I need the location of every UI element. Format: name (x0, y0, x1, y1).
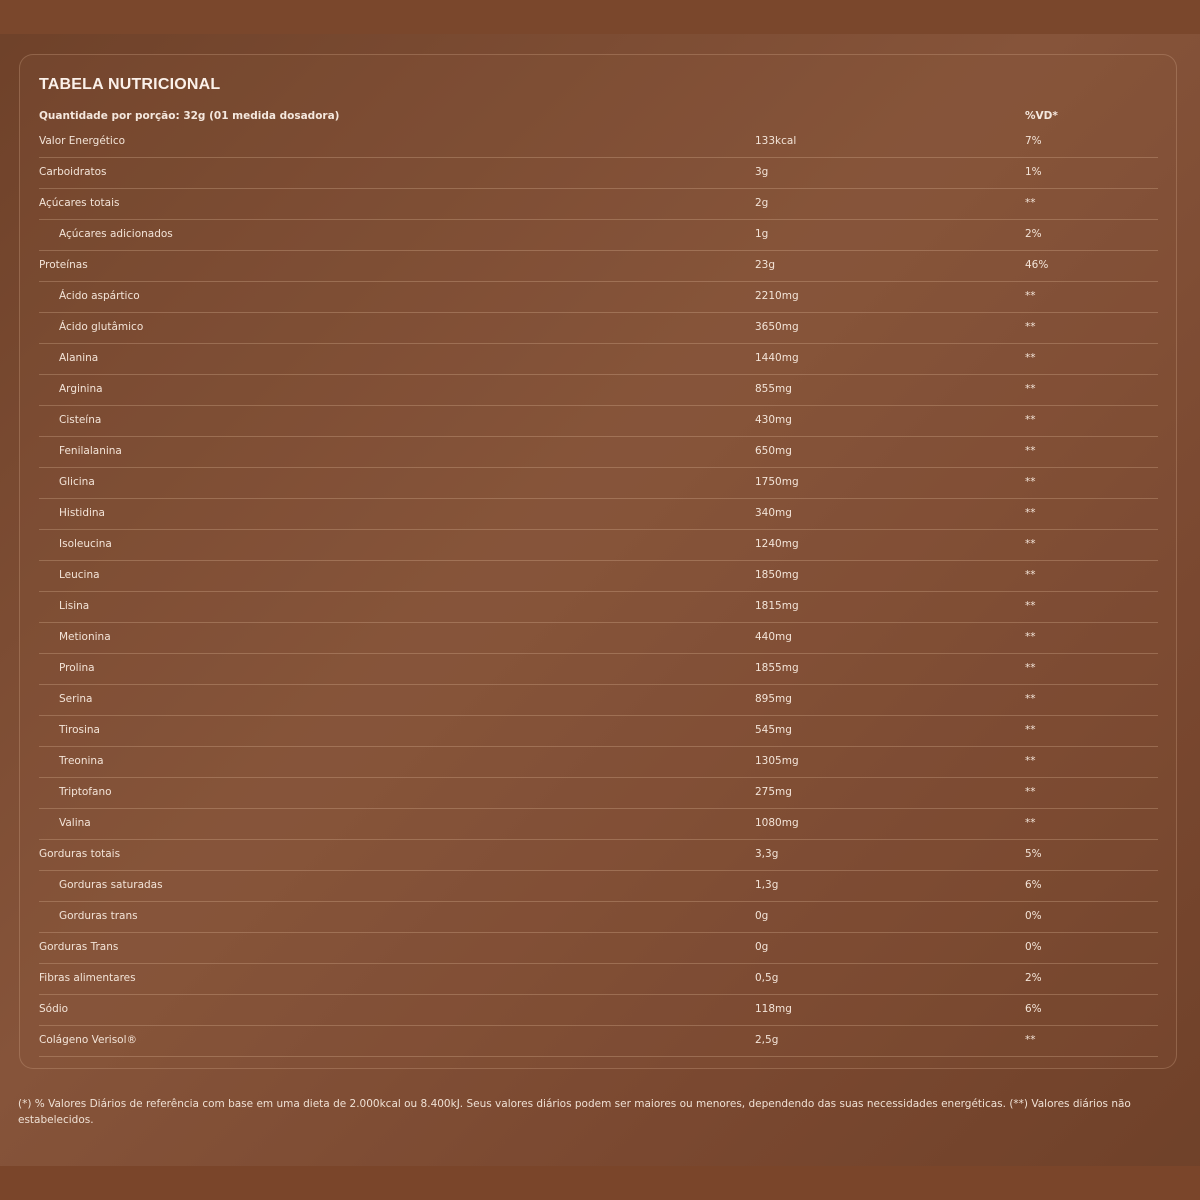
nutrient-name: Proteínas (39, 259, 88, 271)
nutrient-name: Alanina (59, 352, 99, 364)
nutrient-name: Glicina (59, 476, 95, 488)
nutrient-daily-value: ** (1025, 414, 1036, 426)
table-row (39, 158, 1158, 189)
table-row (39, 995, 1158, 1026)
table-row (39, 251, 1158, 282)
table-row (39, 437, 1158, 468)
nutrient-daily-value: ** (1025, 600, 1036, 612)
nutrient-name: Fenilalanina (59, 445, 122, 457)
nutrient-quantity: 3,3g (755, 848, 779, 860)
nutrient-quantity: 440mg (755, 631, 792, 643)
nutrient-quantity: 0g (755, 941, 769, 953)
nutrient-quantity: 275mg (755, 786, 792, 798)
nutrient-name: Histidina (59, 507, 105, 519)
nutrient-name: Serina (59, 693, 93, 705)
nutrient-quantity: 340mg (755, 507, 792, 519)
table-row (39, 809, 1158, 840)
table-row (39, 654, 1158, 685)
nutrient-name: Lisina (59, 600, 90, 612)
nutrient-name: Tirosina (59, 724, 100, 736)
nutrient-daily-value: ** (1025, 786, 1036, 798)
nutrient-daily-value: ** (1025, 817, 1036, 829)
nutrient-daily-value: ** (1025, 755, 1036, 767)
table-row (39, 406, 1158, 437)
nutrient-quantity: 1305mg (755, 755, 799, 767)
table-row (39, 716, 1158, 747)
table-row (39, 530, 1158, 561)
table-row (39, 1026, 1158, 1057)
table-row (39, 313, 1158, 344)
nutrient-quantity: 1750mg (755, 476, 799, 488)
nutrient-daily-value: ** (1025, 693, 1036, 705)
nutrient-daily-value: ** (1025, 507, 1036, 519)
footnote: (*) % Valores Diários de referência com base em uma dieta de 2.000kcal ou 8.400kJ. Seus valores diários podem ser maiores ou menores, dependendo das suas necessidades energéticas. (**) Valores diários não estabelecidos. (18, 1098, 1131, 1126)
nutrient-daily-value: 46% (1025, 259, 1049, 271)
nutrient-daily-value: 6% (1025, 879, 1042, 891)
nutrient-quantity: 1080mg (755, 817, 799, 829)
nutrient-daily-value: ** (1025, 476, 1036, 488)
table-row (39, 344, 1158, 375)
nutrient-daily-value: ** (1025, 290, 1036, 302)
nutrient-name: Açúcares adicionados (59, 228, 173, 240)
table-row (39, 685, 1158, 716)
nutrient-quantity: 1240mg (755, 538, 799, 550)
nutrient-daily-value: 7% (1025, 135, 1042, 147)
nutrient-name: Gorduras totais (39, 848, 121, 860)
nutrient-daily-value: 5% (1025, 848, 1042, 860)
table-row (39, 964, 1158, 995)
nutrient-name: Treonina (59, 755, 104, 767)
nutrient-name: Prolina (59, 662, 95, 674)
nutrient-quantity: 23g (755, 259, 776, 271)
nutrient-quantity: 1,3g (755, 879, 779, 891)
table-row (39, 778, 1158, 809)
table-row (39, 871, 1158, 902)
nutrient-daily-value: ** (1025, 383, 1036, 395)
nutrient-name: Ácido glutâmico (59, 321, 144, 333)
bottom-strip (0, 1166, 1200, 1200)
nutrient-daily-value: ** (1025, 631, 1036, 643)
table-row (39, 561, 1158, 592)
nutrient-name: Fibras alimentares (39, 972, 136, 984)
nutrient-daily-value: ** (1025, 1034, 1036, 1046)
table-row (39, 499, 1158, 530)
nutrient-daily-value: 2% (1025, 972, 1042, 984)
table-row (39, 902, 1158, 933)
nutrient-quantity: 0,5g (755, 972, 779, 984)
table-row (39, 747, 1158, 778)
nutrient-daily-value: ** (1025, 321, 1036, 333)
nutrition-rows (39, 127, 1158, 1057)
nutrient-name: Ácido aspártico (59, 290, 140, 302)
nutrient-name: Arginina (59, 383, 103, 395)
nutrient-name: Isoleucina (59, 538, 112, 550)
table-row (39, 468, 1158, 499)
nutrient-quantity: 3650mg (755, 321, 799, 333)
nutrient-quantity: 650mg (755, 445, 792, 457)
vd-column-header: %VD* (1025, 110, 1058, 122)
nutrient-quantity: 430mg (755, 414, 792, 426)
nutrient-daily-value: ** (1025, 197, 1036, 209)
nutrient-quantity: 1855mg (755, 662, 799, 674)
table-row (39, 189, 1158, 220)
nutrient-quantity: 2,5g (755, 1034, 779, 1046)
nutrient-quantity: 2210mg (755, 290, 799, 302)
nutrient-quantity: 1g (755, 228, 769, 240)
table-row (39, 933, 1158, 964)
nutrient-name: Gorduras Trans (39, 941, 119, 953)
nutrient-daily-value: 6% (1025, 1003, 1042, 1015)
nutrient-name: Valor Energético (39, 135, 126, 147)
nutrient-name: Sódio (39, 1003, 69, 1015)
nutrient-daily-value: ** (1025, 538, 1036, 550)
table-row (39, 282, 1158, 313)
nutrient-daily-value: 0% (1025, 941, 1042, 953)
nutrient-name: Gorduras trans (59, 910, 138, 922)
table-row (39, 375, 1158, 406)
table-row (39, 220, 1158, 251)
nutrient-quantity: 0g (755, 910, 769, 922)
nutrient-quantity: 895mg (755, 693, 792, 705)
portion-label: Quantidade por porção: 32g (01 medida dosadora) (39, 110, 340, 122)
nutrient-name: Metionina (59, 631, 111, 643)
nutrient-name: Cisteína (59, 414, 102, 426)
top-strip (0, 0, 1200, 34)
table-title: TABELA NUTRICIONAL (39, 76, 221, 93)
nutrient-daily-value: ** (1025, 662, 1036, 674)
nutrient-daily-value: ** (1025, 352, 1036, 364)
nutrient-name: Açúcares totais (39, 197, 120, 209)
nutrient-daily-value: 1% (1025, 166, 1042, 178)
nutrient-name: Valina (59, 817, 91, 829)
table-row (39, 127, 1158, 158)
nutrient-quantity: 1440mg (755, 352, 799, 364)
nutrient-name: Leucina (59, 569, 100, 581)
nutrient-daily-value: ** (1025, 724, 1036, 736)
nutrient-name: Carboidratos (39, 166, 107, 178)
nutrient-daily-value: ** (1025, 569, 1036, 581)
nutrient-quantity: 1850mg (755, 569, 799, 581)
nutrient-quantity: 855mg (755, 383, 792, 395)
table-row (39, 623, 1158, 654)
nutrient-name: Gorduras saturadas (59, 879, 163, 891)
nutrient-quantity: 118mg (755, 1003, 792, 1015)
nutrient-quantity: 545mg (755, 724, 792, 736)
nutrient-quantity: 1815mg (755, 600, 799, 612)
nutrient-daily-value: ** (1025, 445, 1036, 457)
table-row (39, 592, 1158, 623)
nutrient-name: Triptofano (59, 786, 112, 798)
nutrient-daily-value: 2% (1025, 228, 1042, 240)
nutrient-quantity: 2g (755, 197, 769, 209)
table-row (39, 840, 1158, 871)
nutrient-name: Colágeno Verisol® (39, 1034, 138, 1046)
nutrient-quantity: 3g (755, 166, 769, 178)
nutrient-daily-value: 0% (1025, 910, 1042, 922)
nutrient-quantity: 133kcal (755, 135, 797, 147)
